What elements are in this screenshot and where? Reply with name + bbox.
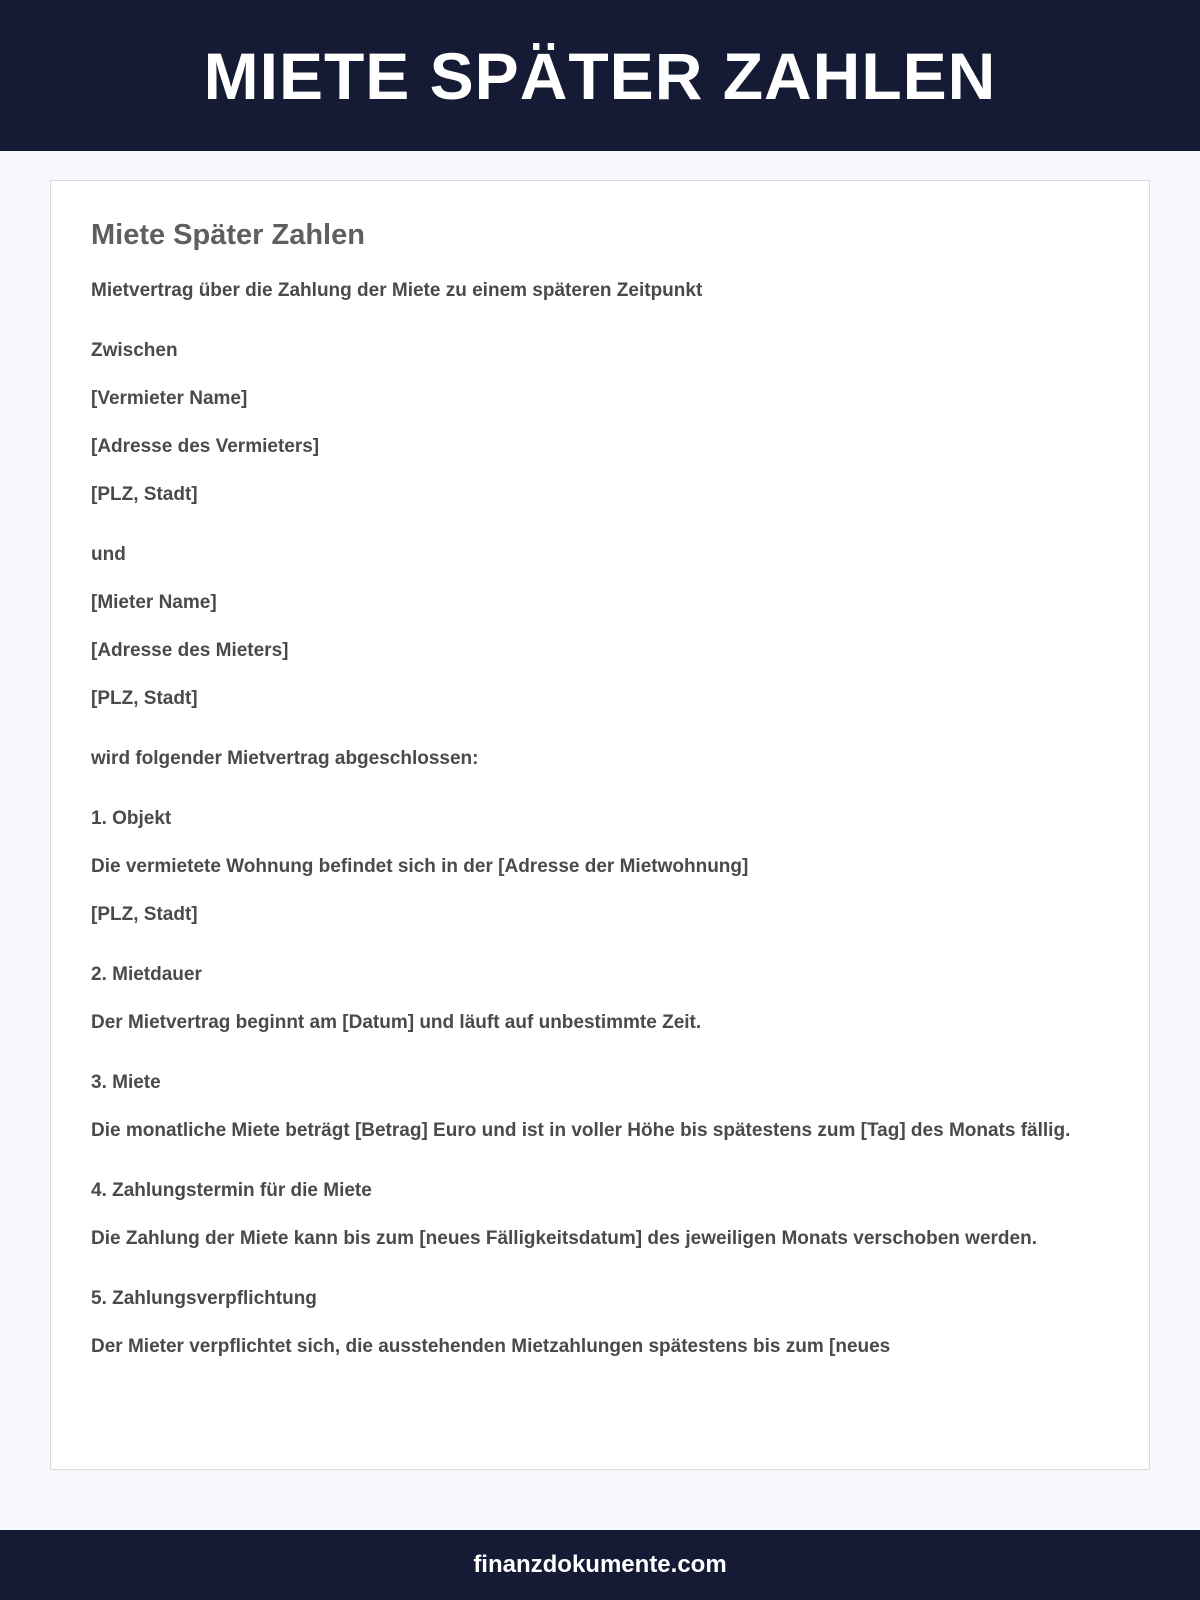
tenant-address: [Adresse des Mieters] [91,640,289,661]
top-banner [0,0,1200,151]
section-2-text: Der Mietvertrag beginnt am [Datum] und läuft auf unbestimmte Zeit. [91,1012,702,1033]
section-4-text: Die Zahlung der Miete kann bis zum [neues Fälligkeitsdatum] des jeweiligen Monats verschoben werden. [91,1228,1037,1249]
landlord-city: [PLZ, Stadt] [91,484,198,505]
landlord-address: [Adresse des Vermieters] [91,436,320,457]
section-1-heading: 1. Objekt [91,808,172,829]
tenant-name: [Mieter Name] [91,592,217,613]
banner-title: MIETE SPÄTER ZAHLEN [203,38,997,113]
between-label: Zwischen [91,340,178,361]
contract-intro: wird folgender Mietvertrag abgeschlossen: [91,748,479,769]
section-5-text: Der Mieter verpflichtet sich, die ausstehenden Mietzahlungen spätestens bis zum [neues [91,1336,891,1357]
landlord-name: [Vermieter Name] [91,388,248,409]
footer-bar [0,1530,1200,1600]
section-2-heading: 2. Mietdauer [91,964,202,985]
section-3-heading: 3. Miete [91,1072,161,1093]
section-4-heading: 4. Zahlungstermin für die Miete [91,1180,372,1201]
section-3-text: Die monatliche Miete beträgt [Betrag] Euro und ist in voller Höhe bis spätestens zum [Tag] des Monats fällig. [91,1120,1071,1141]
section-1-city: [PLZ, Stadt] [91,904,198,925]
document-title: Miete Später Zahlen [91,219,365,251]
section-1-text: Die vermietete Wohnung befindet sich in der [Adresse der Mietwohnung] [91,856,749,877]
section-5-heading: 5. Zahlungsverpflichtung [91,1288,317,1309]
tenant-city: [PLZ, Stadt] [91,688,198,709]
document-card [50,180,1150,1470]
document-subtitle: Mietvertrag über die Zahlung der Miete zu einem späteren Zeitpunkt [91,280,703,301]
and-label: und [91,544,126,565]
footer-site-link[interactable]: finanzdokumente.com [473,1551,727,1578]
